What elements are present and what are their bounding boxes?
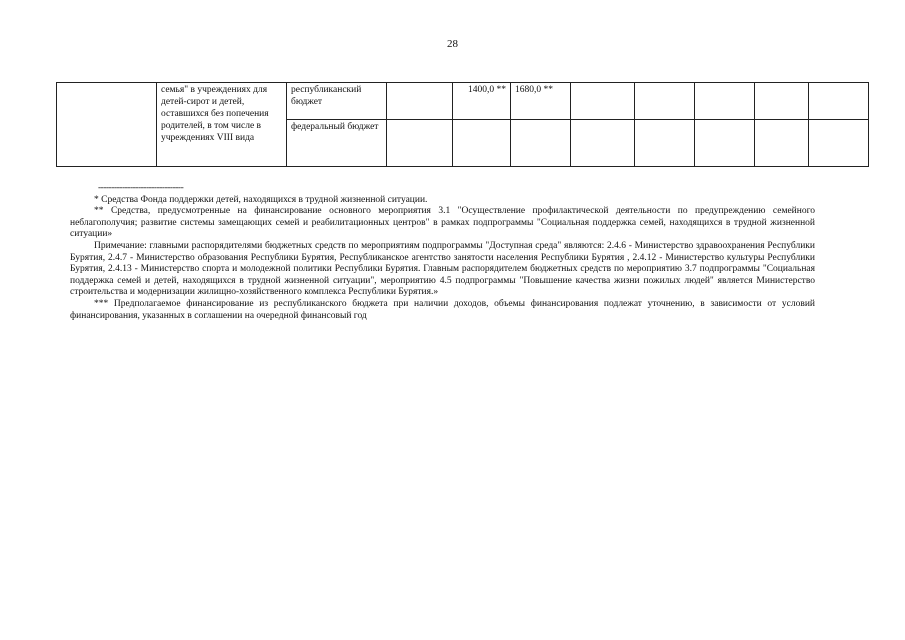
value-cell: 1400,0 ** [453,83,511,120]
funding-source-cell: федеральный бюджет [287,120,387,167]
empty-cell [755,120,809,167]
empty-cell [635,83,695,120]
empty-cell [511,120,571,167]
empty-cell [387,120,453,167]
footnote-3: *** Предполагаемое финансирование из республиканского бюджета при наличии доходов, объемы финансирования подлежат уточнению, в зависимости от условий финансирования, указанных в соглашении на очередной финансовый год [70,298,815,321]
empty-cell [695,83,755,120]
page-number: 28 [447,38,458,50]
empty-cell [809,83,869,120]
financing-table [56,82,869,167]
empty-cell [57,83,157,167]
empty-cell [387,83,453,120]
footnote-1: * Средства Фонда поддержки детей, находящихся в трудной жизненной ситуации. [94,194,428,205]
table-row [57,83,869,120]
empty-cell [695,120,755,167]
note-paragraph: Примечание: главными распорядителями бюджетных средств по мероприятиям подпрограммы "Доступная среда" являются: 2.4.6 - Министерство здравоохранения Республики Бурятия, 2.4.7 - Министерство образования Республики Бурятия, Республиканское агентство занятости населения Республики Бурятия , 2.4.12 - Министерство культуры Республики Бурятия, 2.4.13 - Министерство спорта и молодежной политики Республики Бурятия. Главным распорядителем бюджетных средств по мероприятию 3.7 подпрограммы "Социальная поддержка семей и детей, находящихся в трудной жизненной ситуации", мероприятию 4.5 подпрограммы "Повышение качества жизни пожилых людей" является Министерство строительства и модернизации жилищно-хозяйственного комплекса Республики Бурятия.» [70,240,815,298]
empty-cell [635,120,695,167]
measure-description-cell: семья" в учреждениях для детей-сирот и детей, оставшихся без попечения родителей, в том числе в учреждениях VIII вида [157,83,287,167]
footnote-2: ** Средства, предусмотренные на финансирование основного мероприятия 3.1 "Осуществление профилактической деятельности по предупреждению семейного неблагополучия; развитие системы замещающих семей и реабилитационных центров" в рамках подпрограммы "Социальная поддержка семей, находящихся в трудной жизненной ситуации» [70,206,815,240]
empty-cell [755,83,809,120]
funding-source-cell: республиканский бюджет [287,83,387,120]
empty-cell [809,120,869,167]
empty-cell [453,120,511,167]
empty-cell [571,120,635,167]
footnote-separator: -------------------------------- [98,183,184,193]
footnotes [70,183,815,322]
value-cell: 1680,0 ** [511,83,571,120]
empty-cell [571,83,635,120]
